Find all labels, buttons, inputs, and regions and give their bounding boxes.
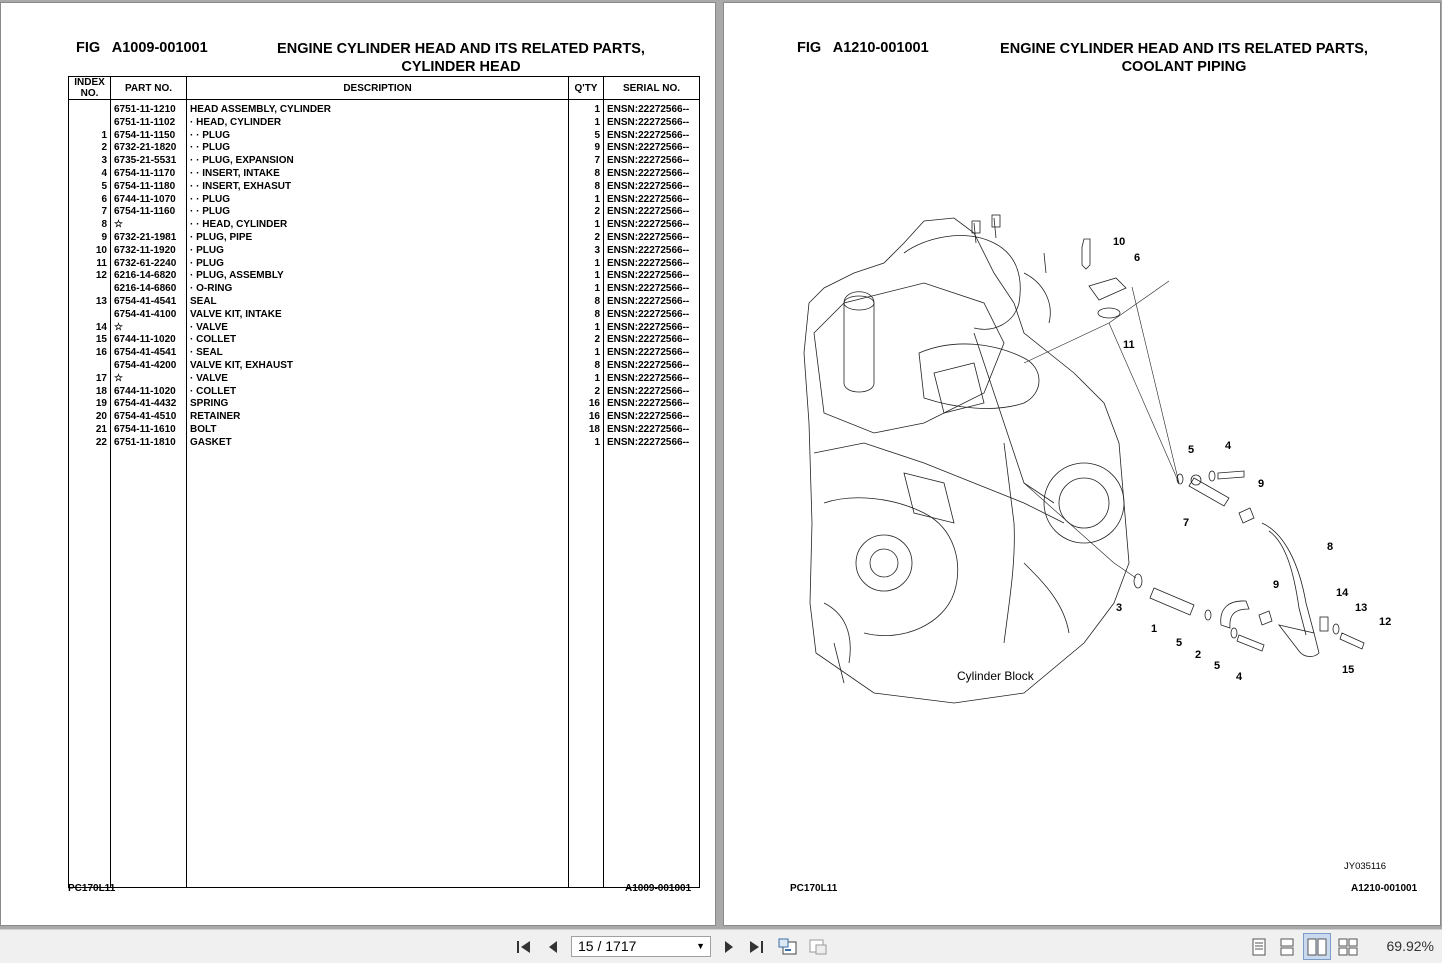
fig-label: FIG — [76, 40, 101, 56]
cell-serial: ENSN:22272566-- — [604, 168, 700, 181]
cell-description: · · INSERT, INTAKE — [187, 168, 569, 181]
callout-label: 9 — [1258, 478, 1265, 490]
cell-description: · · PLUG — [187, 206, 569, 219]
cell-index — [69, 104, 111, 117]
cell-index — [69, 360, 111, 373]
cell-index: 18 — [69, 386, 111, 399]
cell-qty: 2 — [569, 334, 604, 347]
chevron-down-icon[interactable]: ▼ — [696, 941, 705, 951]
cell-serial: ENSN:22272566-- — [604, 386, 700, 399]
cell-index: 7 — [69, 206, 111, 219]
cell-qty: 3 — [569, 245, 604, 258]
cell-index: 6 — [69, 194, 111, 207]
cell-description: · COLLET — [187, 386, 569, 399]
header-serial: SERIAL NO. — [604, 77, 700, 100]
cell-part: 6754-41-4541 — [111, 296, 187, 309]
table-row — [69, 130, 700, 143]
cell-part: 6754-11-1170 — [111, 168, 187, 181]
cell-part: 6754-41-4510 — [111, 411, 187, 424]
title-line-1: ENGINE CYLINDER HEAD AND ITS RELATED PARTS, — [1000, 41, 1368, 57]
cell-index: 12 — [69, 270, 111, 283]
cell-part: 6732-21-1981 — [111, 232, 187, 245]
cell-index: 3 — [69, 155, 111, 168]
cell-serial: ENSN:22272566-- — [604, 270, 700, 283]
cell-part: 6732-61-2240 — [111, 258, 187, 271]
cell-qty: 1 — [569, 194, 604, 207]
next-page-icon[interactable] — [718, 930, 740, 963]
cell-description: HEAD ASSEMBLY, CYLINDER — [187, 104, 569, 117]
cell-description: · PLUG — [187, 245, 569, 258]
cell-part: 6751-11-1210 — [111, 104, 187, 117]
cell-qty: 8 — [569, 168, 604, 181]
page-title — [259, 40, 663, 76]
table-row — [69, 258, 700, 271]
title-line-2: COOLANT PIPING — [1121, 59, 1247, 75]
cell-part: 6732-21-1820 — [111, 142, 187, 155]
cell-qty: 2 — [569, 386, 604, 399]
callout-label: 9 — [1273, 579, 1280, 591]
table-row — [69, 181, 700, 194]
callout-label: 14 — [1336, 587, 1349, 599]
callout-label: 5 — [1214, 660, 1221, 672]
footer-fig-number: A1210-001001 — [1351, 883, 1418, 894]
cell-description: · PLUG, ASSEMBLY — [187, 270, 569, 283]
cell-part: 6744-11-1020 — [111, 334, 187, 347]
cell-index — [69, 117, 111, 130]
exploded-parts-drawing — [724, 3, 1442, 927]
cell-qty: 1 — [569, 219, 604, 232]
cell-index: 15 — [69, 334, 111, 347]
table-row — [69, 155, 700, 168]
cell-serial: ENSN:22272566-- — [604, 155, 700, 168]
cell-qty: 1 — [569, 117, 604, 130]
go-forward-icon[interactable] — [806, 930, 830, 963]
cell-part: 6754-11-1180 — [111, 181, 187, 194]
manifold — [904, 236, 1020, 330]
callout-label: 7 — [1183, 517, 1190, 529]
table-row — [69, 194, 700, 207]
oil-filler-cap — [844, 292, 874, 392]
table-filler — [69, 450, 700, 888]
cell-part: 6216-14-6820 — [111, 270, 187, 283]
cell-serial: ENSN:22272566-- — [604, 437, 700, 450]
cell-description: · · HEAD, CYLINDER — [187, 219, 569, 232]
cell-description: · COLLET — [187, 334, 569, 347]
cell-serial: ENSN:22272566-- — [604, 104, 700, 117]
cell-serial: ENSN:22272566-- — [604, 283, 700, 296]
engine-block-outline — [804, 218, 1129, 703]
table-row — [69, 245, 700, 258]
table-row — [69, 360, 700, 373]
cell-description: SEAL — [187, 296, 569, 309]
cell-description: · PLUG, PIPE — [187, 232, 569, 245]
previous-page-icon[interactable] — [542, 930, 564, 963]
cell-serial: ENSN:22272566-- — [604, 424, 700, 437]
cell-qty: 1 — [569, 283, 604, 296]
cell-part: 6751-11-1810 — [111, 437, 187, 450]
cell-qty: 8 — [569, 360, 604, 373]
cell-qty: 5 — [569, 130, 604, 143]
table-row — [69, 411, 700, 424]
table-row — [69, 168, 700, 181]
cell-description: SPRING — [187, 398, 569, 411]
cell-index: 13 — [69, 296, 111, 309]
cell-index: 1 — [69, 130, 111, 143]
cell-serial: ENSN:22272566-- — [604, 398, 700, 411]
cell-description: · PLUG — [187, 258, 569, 271]
callout-label: 4 — [1236, 671, 1243, 683]
cell-qty: 8 — [569, 181, 604, 194]
callout-label: 3 — [1116, 602, 1123, 614]
callout-label: 10 — [1113, 236, 1126, 248]
cell-index: 11 — [69, 258, 111, 271]
cell-qty: 9 — [569, 142, 604, 155]
cell-qty: 8 — [569, 296, 604, 309]
part-4-bolt-upper — [1218, 471, 1244, 479]
cell-description: · · PLUG — [187, 130, 569, 143]
cell-serial: ENSN:22272566-- — [604, 219, 700, 232]
header-part-no: PART NO. — [111, 77, 187, 100]
two-page-view-icon[interactable] — [1303, 933, 1331, 960]
title-line-2: CYLINDER HEAD — [401, 59, 521, 75]
cell-serial: ENSN:22272566-- — [604, 360, 700, 373]
viewer-toolbar — [0, 929, 1442, 963]
table-row — [69, 283, 700, 296]
callout-label: 1 — [1151, 623, 1158, 635]
part-8-hose — [1262, 523, 1314, 635]
cell-part: 6754-41-4100 — [111, 309, 187, 322]
fig-heading — [76, 40, 208, 56]
last-page-icon[interactable] — [745, 930, 767, 963]
cell-index: 10 — [69, 245, 111, 258]
title-line-1: ENGINE CYLINDER HEAD AND ITS RELATED PARTS, — [277, 41, 645, 57]
table-row — [69, 386, 700, 399]
cell-part: 6732-11-1920 — [111, 245, 187, 258]
cell-serial: ENSN:22272566-- — [604, 347, 700, 360]
cell-part: 6751-11-1102 — [111, 117, 187, 130]
table-row — [69, 296, 700, 309]
table-header-row — [69, 77, 700, 100]
header-index: INDEX NO. — [69, 77, 111, 100]
cell-description: · · PLUG — [187, 142, 569, 155]
cell-qty: 1 — [569, 322, 604, 335]
table-row — [69, 219, 700, 232]
cell-qty: 7 — [569, 155, 604, 168]
cell-serial: ENSN:22272566-- — [604, 373, 700, 386]
cell-qty: 16 — [569, 398, 604, 411]
cell-index: 21 — [69, 424, 111, 437]
callout-label: 6 — [1134, 252, 1141, 264]
cell-description: GASKET — [187, 437, 569, 450]
drawing-code: JY035116 — [1344, 861, 1387, 872]
callout-label: 12 — [1379, 616, 1392, 628]
cell-serial: ENSN:22272566-- — [604, 181, 700, 194]
cell-serial: ENSN:22272566-- — [604, 296, 700, 309]
cell-index: 14 — [69, 322, 111, 335]
cell-serial: ENSN:22272566-- — [604, 411, 700, 424]
cell-description: VALVE KIT, INTAKE — [187, 309, 569, 322]
part-4-bolt-lower — [1237, 635, 1264, 651]
parts-table — [68, 76, 700, 888]
cell-description: · VALVE — [187, 373, 569, 386]
go-back-icon[interactable] — [776, 930, 800, 963]
fig-label: FIG — [797, 40, 822, 56]
part-12-bolt — [1340, 633, 1364, 649]
callout-label: 11 — [1123, 339, 1135, 351]
part-7-pipe — [1189, 478, 1229, 506]
table-row — [69, 142, 700, 155]
cell-description: BOLT — [187, 424, 569, 437]
callout-label: 5 — [1176, 637, 1183, 649]
cell-serial: ENSN:22272566-- — [604, 194, 700, 207]
cell-qty: 1 — [569, 437, 604, 450]
header-qty: Q'TY — [569, 77, 604, 100]
cell-part: ☆ — [111, 373, 187, 386]
left-page — [0, 2, 716, 926]
cell-qty: 2 — [569, 206, 604, 219]
cell-part: 6754-41-4200 — [111, 360, 187, 373]
table-row — [69, 309, 700, 322]
cell-qty: 1 — [569, 104, 604, 117]
cell-index: 17 — [69, 373, 111, 386]
cell-index: 4 — [69, 168, 111, 181]
cell-part: 6744-11-1070 — [111, 194, 187, 207]
cell-index: 8 — [69, 219, 111, 232]
cell-description: · SEAL — [187, 347, 569, 360]
fig-number: A1210-001001 — [832, 40, 929, 56]
cell-description: · HEAD, CYLINDER — [187, 117, 569, 130]
first-page-icon[interactable] — [513, 930, 535, 963]
table-row — [69, 398, 700, 411]
drawing-caption: Cylinder Block — [957, 669, 1034, 683]
cell-index: 9 — [69, 232, 111, 245]
cell-part: 6754-41-4432 — [111, 398, 187, 411]
cell-part: ☆ — [111, 322, 187, 335]
header-description: DESCRIPTION — [187, 77, 569, 100]
callout-label: 4 — [1225, 440, 1232, 452]
cell-serial: ENSN:22272566-- — [604, 117, 700, 130]
part-10-bolt — [1082, 239, 1090, 269]
table-row — [69, 117, 700, 130]
cell-description: · O-RING — [187, 283, 569, 296]
cell-index: 2 — [69, 142, 111, 155]
cell-serial: ENSN:22272566-- — [604, 322, 700, 335]
cell-qty: 8 — [569, 309, 604, 322]
cell-description: · · PLUG, EXPANSION — [187, 155, 569, 168]
cell-qty: 1 — [569, 258, 604, 271]
callout-labels — [1113, 236, 1391, 683]
cell-index — [69, 283, 111, 296]
cell-serial: ENSN:22272566-- — [604, 130, 700, 143]
single-page-view-icon[interactable] — [1248, 930, 1270, 963]
fig-number: A1009-001001 — [111, 40, 208, 56]
cell-part: 6754-11-1150 — [111, 130, 187, 143]
page-indicator: 15 / 1717 — [578, 938, 637, 954]
cell-serial: ENSN:22272566-- — [604, 309, 700, 322]
right-page — [723, 2, 1441, 926]
table-row — [69, 424, 700, 437]
cell-qty: 2 — [569, 232, 604, 245]
footer-model: PC170L11 — [68, 883, 116, 894]
table-row — [69, 232, 700, 245]
table-row — [69, 373, 700, 386]
table-row — [69, 270, 700, 283]
zoom-level[interactable]: 69.92% — [1386, 938, 1434, 954]
part-6-flange — [1089, 278, 1126, 300]
cell-part: 6754-11-1610 — [111, 424, 187, 437]
valve-cover — [814, 283, 1004, 433]
cell-serial: ENSN:22272566-- — [604, 142, 700, 155]
cell-part: 6754-41-4541 — [111, 347, 187, 360]
callout-label: 8 — [1327, 541, 1334, 553]
cell-index: 20 — [69, 411, 111, 424]
table-row — [69, 322, 700, 335]
footer-model: PC170L11 — [790, 883, 838, 894]
cell-description: · VALVE — [187, 322, 569, 335]
cell-description: · · INSERT, EXHASUT — [187, 181, 569, 194]
cell-qty: 16 — [569, 411, 604, 424]
cell-part: 6735-21-5531 — [111, 155, 187, 168]
table-row — [69, 437, 700, 450]
cell-index: 22 — [69, 437, 111, 450]
cell-qty: 1 — [569, 270, 604, 283]
cell-part: 6744-11-1020 — [111, 386, 187, 399]
cell-part: 6216-14-6860 — [111, 283, 187, 296]
cell-serial: ENSN:22272566-- — [604, 206, 700, 219]
cell-description: · · PLUG — [187, 194, 569, 207]
callout-label: 13 — [1355, 602, 1368, 614]
cell-index — [69, 309, 111, 322]
cell-serial: ENSN:22272566-- — [604, 258, 700, 271]
cell-qty: 1 — [569, 373, 604, 386]
cell-part: 6754-11-1160 — [111, 206, 187, 219]
cell-index: 19 — [69, 398, 111, 411]
cell-serial: ENSN:22272566-- — [604, 232, 700, 245]
cell-description: RETAINER — [187, 411, 569, 424]
cell-serial: ENSN:22272566-- — [604, 334, 700, 347]
table-row — [69, 104, 700, 117]
continuous-view-icon[interactable] — [1276, 930, 1298, 963]
cell-part: ☆ — [111, 219, 187, 232]
table-row — [69, 347, 700, 360]
callout-label: 5 — [1188, 444, 1195, 456]
cell-index: 16 — [69, 347, 111, 360]
table-row — [69, 334, 700, 347]
two-page-continuous-view-icon[interactable] — [1336, 930, 1360, 963]
callout-label: 15 — [1342, 664, 1355, 676]
footer-fig-number: A1009-001001 — [625, 883, 692, 894]
cell-serial: ENSN:22272566-- — [604, 245, 700, 258]
cell-description: VALVE KIT, EXHAUST — [187, 360, 569, 373]
cell-qty: 1 — [569, 347, 604, 360]
part-11-gasket — [1098, 308, 1120, 318]
callout-label: 2 — [1195, 649, 1202, 661]
cell-index: 5 — [69, 181, 111, 194]
page-number-field[interactable] — [571, 936, 711, 957]
table-row — [69, 206, 700, 219]
part-2-elbow — [1221, 601, 1249, 628]
part-1-pipe — [1150, 588, 1194, 615]
cell-qty: 18 — [569, 424, 604, 437]
